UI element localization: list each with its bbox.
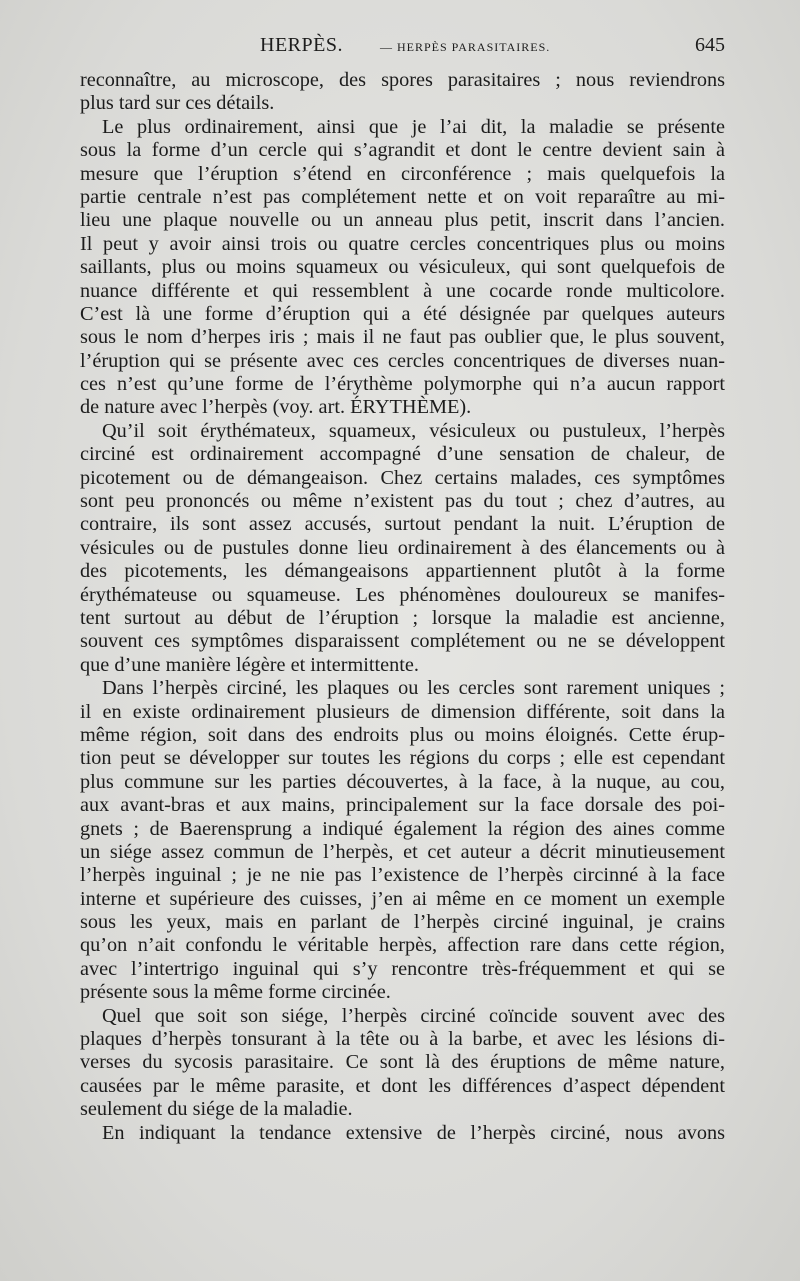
- text-line: vésicules ou de pustules donne lieu ordinairement à des élancements ou à: [80, 536, 725, 559]
- text-line: souvent ces symptômes disparaissent complétement ou ne se développent: [80, 630, 725, 653]
- text-line: sous le nom d’herpes iris ; mais il ne faut pas oublier que, le plus souvent,: [80, 326, 725, 349]
- text-line: tion peut se développer sur toutes les régions du corps ; elle est cependant: [80, 747, 725, 770]
- header-subtitle: — HERPÈS PARASITAIRES.: [380, 40, 551, 54]
- text-line: un siége assez commun de l’herpès, et cet auteur a décrit minutieusement: [80, 840, 725, 863]
- text-line: gnets ; de Baerensprung a indiqué également la région des aines comme: [80, 817, 725, 840]
- text-line: saillants, plus ou moins squameux ou vésiculeux, qui sont quelquefois de: [80, 256, 725, 279]
- paragraph-start-line: Dans l’herpès circiné, les plaques ou les cercles sont rarement uniques ;: [102, 677, 725, 700]
- text-line: circiné est ordinairement accompagné d’une sensation de chaleur, de: [80, 443, 725, 466]
- text-line: plaques d’herpès tonsurant à la tête ou à la barbe, et avec les lésions di-: [80, 1028, 725, 1051]
- text-line: qu’on n’ait confondu le véritable herpès, affection rare dans cette région,: [80, 934, 725, 957]
- text-line: des picotements, les démangeaisons appartiennent plutôt à la forme: [80, 560, 725, 583]
- text-line: lieu une plaque nouvelle ou un anneau plus petit, inscrit dans l’ancien.: [80, 209, 725, 232]
- text-line: avec l’intertrigo inguinal qui s’y rencontre très-fréquemment et qui se: [80, 957, 725, 980]
- text-line: aux avant-bras et aux mains, principalement sur la face dorsale des poi-: [80, 794, 725, 817]
- running-header: [80, 34, 725, 60]
- paragraph-start-line: En indiquant la tendance extensive de l’herpès circiné, nous avons: [102, 1121, 725, 1144]
- text-line: picotement ou de démangeaison. Chez certains malades, ces symptômes: [80, 466, 725, 489]
- page-number: 645: [695, 34, 725, 56]
- paragraph-start-line: Quel que soit son siége, l’herpès circiné coïncide souvent avec des: [102, 1004, 725, 1027]
- text-line: de nature avec l’herpès (voy. art. ÉRYTHÈME).: [80, 396, 472, 419]
- text-line: verses du sycosis parasitaire. Ce sont là des éruptions de même nature,: [80, 1051, 725, 1074]
- text-line: seulement du siége de la maladie.: [80, 1098, 353, 1121]
- paragraph-start-line: Qu’il soit érythémateux, squameux, vésiculeux ou pustuleux, l’herpès: [102, 419, 725, 442]
- text-line: même région, soit dans des endroits plus ou moins éloignés. Cette érup-: [80, 723, 725, 746]
- text-line: que d’une manière légère et intermittente.: [80, 653, 419, 676]
- paragraph-start-line: Le plus ordinairement, ainsi que je l’ai dit, la maladie se présente: [102, 115, 725, 138]
- text-line: partie centrale n’est pas complétement nette et on voit reparaître au mi-: [80, 185, 725, 208]
- text-line: nuance différente et qui ressemblent à une cocarde ronde multicolore.: [80, 279, 725, 302]
- text-line: mesure que l’éruption s’étend en circonférence ; mais quelquefois la: [80, 162, 725, 185]
- text-line: contraire, ils sont assez accusés, surtout pendant la nuit. L’éruption de: [80, 513, 725, 536]
- text-line: l’éruption qui se présente avec ces cercles concentriques de diverses nuan-: [80, 349, 725, 372]
- text-line: plus tard sur ces détails.: [80, 92, 275, 115]
- text-line: interne et supérieure des cuisses, j’en ai même en ce moment un exemple: [80, 887, 725, 910]
- text-line: reconnaître, au microscope, des spores parasitaires ; nous reviendrons: [80, 69, 725, 91]
- text-line: l’herpès inguinal ; je ne nie pas l’existence de l’herpès circinné à la face: [80, 864, 725, 887]
- text-line: plus commune sur les parties découvertes, à la face, à la nuque, au cou,: [80, 770, 725, 793]
- text-line: présente sous la même forme circinée.: [80, 981, 391, 1004]
- text-line: érythémateuse ou squameuse. Les phénomènes douloureux se manifes-: [80, 583, 725, 606]
- text-line: sous les yeux, mais en parlant de l’herpès circiné inguinal, je crains: [80, 911, 725, 934]
- text-line: tent surtout au début de l’éruption ; lorsque la maladie est ancienne,: [80, 606, 725, 629]
- header-title: HERPÈS.: [260, 34, 343, 56]
- text-line: C’est là une forme d’éruption qui a été désignée par quelques auteurs: [80, 302, 725, 325]
- text-line: il en existe ordinairement plusieurs de dimension différente, soit dans la: [80, 700, 725, 723]
- text-line: Il peut y avoir ainsi trois ou quatre cercles concentriques plus ou moins: [80, 232, 725, 255]
- text-line: sont peu prononcés ou même n’existent pas du tout ; chez d’autres, au: [80, 490, 725, 513]
- text-line: sous la forme d’un cercle qui s’agrandit et dont le centre devient sain à: [80, 139, 725, 162]
- body-text: [80, 69, 725, 1145]
- text-line: ces n’est qu’une forme de l’érythème polymorphe qui n’a aucun rapport: [80, 373, 725, 396]
- text-line: causées par le même parasite, et dont les différences d’aspect dépendent: [80, 1074, 725, 1097]
